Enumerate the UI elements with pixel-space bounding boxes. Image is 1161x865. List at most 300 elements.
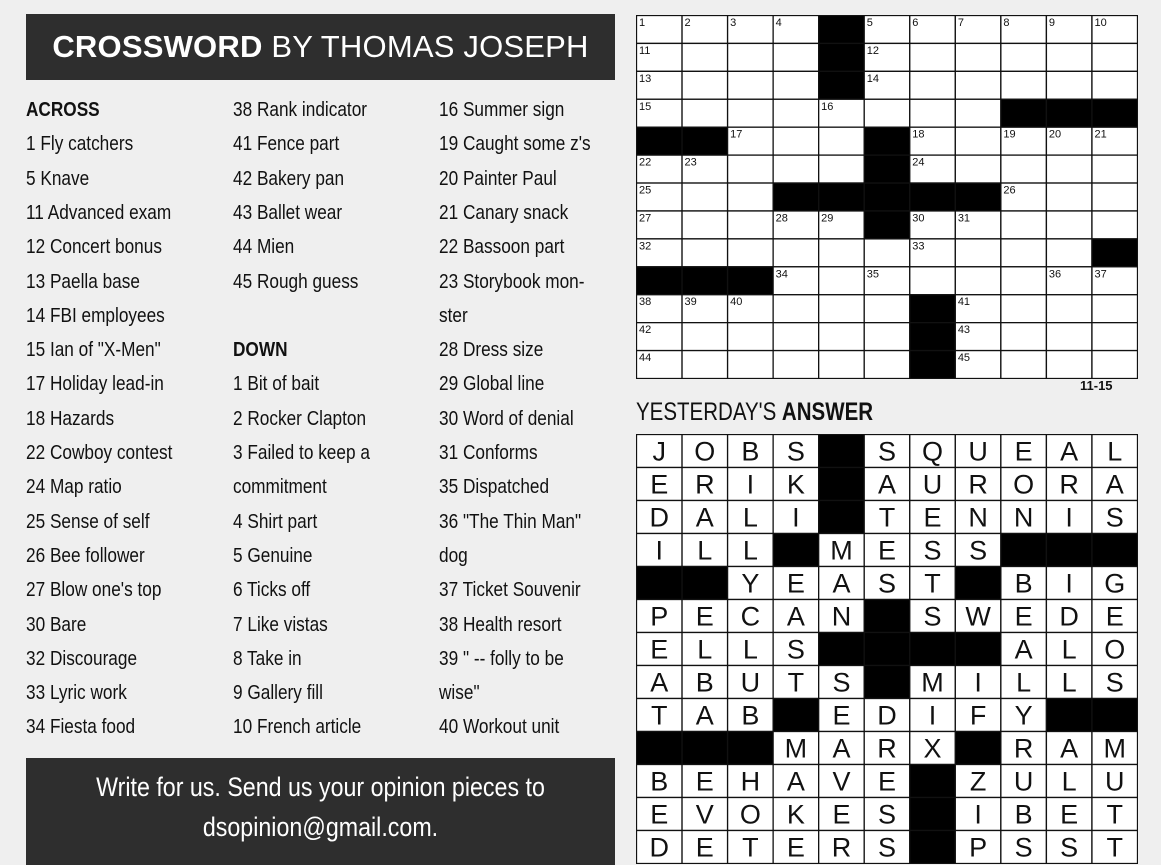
answer-letter: I [974, 799, 982, 830]
answer-letter: E [1105, 601, 1124, 632]
clue-line: wise" [439, 681, 480, 705]
answer-block [682, 732, 728, 765]
grid-block [682, 127, 728, 155]
answer-letter: A [877, 469, 897, 500]
answer-letter: I [746, 469, 755, 500]
answer-block [637, 732, 683, 765]
grid-cell[interactable] [773, 99, 819, 127]
answer-block [819, 435, 865, 468]
answer-letter: E [1014, 436, 1033, 467]
grid-cell[interactable] [955, 155, 1001, 183]
clue-line: 16 Summer sign [439, 98, 565, 121]
clue-line: 3 Failed to keep a [233, 441, 370, 464]
answer-letter: S [877, 568, 897, 599]
answer-letter: S [1060, 832, 1079, 863]
clue-number: 19 [1003, 128, 1016, 141]
grid-block [819, 183, 865, 211]
answer-letter: S [1105, 667, 1124, 698]
clue-line: 25 Sense of self [26, 509, 150, 533]
answer-letter: O [1104, 634, 1126, 665]
answer-block [910, 633, 956, 666]
grid-cell[interactable] [1046, 71, 1092, 99]
crossword-grid [636, 15, 1138, 379]
grid-cell[interactable] [1001, 267, 1047, 295]
grid-cell[interactable] [955, 43, 1001, 71]
answer-letter: S [877, 832, 897, 863]
footer-email: dsopinion@gmail.com. [202, 812, 439, 842]
grid-cell[interactable] [773, 71, 819, 99]
answer-letter: S [786, 436, 805, 467]
grid-cell[interactable] [773, 351, 819, 379]
answer-block [955, 732, 1001, 765]
grid-cell[interactable] [955, 71, 1001, 99]
grid-cell[interactable] [773, 295, 819, 323]
clue-line: 19 Caught some z's [439, 132, 591, 156]
answer-letter: A [1014, 634, 1033, 665]
clue-number: 30 [912, 212, 925, 225]
grid-cell[interactable] [682, 183, 728, 211]
clue-number: 37 [1094, 268, 1107, 281]
grid-cell[interactable] [910, 43, 956, 71]
answer-letter: G [1104, 568, 1126, 599]
answer-letter: O [694, 436, 716, 467]
answer-letter: E [650, 799, 669, 830]
clue-section-heading: DOWN [233, 338, 288, 362]
grid-block [1001, 99, 1047, 127]
answer-letter: S [786, 634, 805, 665]
answer-letter: K [786, 469, 805, 500]
answer-letter: B [741, 436, 760, 467]
clue-line: 2 Rocker Clapton [233, 406, 367, 430]
answer-letter: E [786, 568, 805, 599]
grid-cell[interactable] [1092, 323, 1138, 351]
answer-letter: R [1059, 469, 1079, 500]
clue-line: 14 FBI employees [26, 303, 165, 327]
clue-line: 1 Fly catchers [26, 132, 134, 156]
answer-letter: O [739, 799, 761, 830]
answer-letter: U [740, 667, 761, 698]
grid-cell[interactable] [955, 99, 1001, 127]
clue-number: 3 [730, 17, 737, 29]
grid-cell[interactable] [1046, 211, 1092, 239]
answer-letter: K [786, 799, 805, 830]
answer-letter: A [695, 502, 714, 533]
grid-cell[interactable] [1001, 239, 1047, 267]
clue-number: 1 [639, 17, 646, 29]
clue-line: 34 Fiesta food [26, 715, 136, 739]
clue-line: 39 " -- folly to be [439, 646, 564, 670]
clue-line: 27 Blow one's top [26, 578, 162, 602]
grid-cell[interactable] [910, 267, 956, 295]
grid-cell[interactable] [819, 239, 865, 267]
answer-letter: L [1107, 436, 1123, 467]
grid-cell[interactable] [1046, 295, 1092, 323]
grid-cell[interactable] [1092, 43, 1138, 71]
grid-cell[interactable] [819, 127, 865, 155]
grid-cell[interactable] [728, 183, 774, 211]
grid-block [773, 183, 819, 211]
grid-block [864, 155, 910, 183]
answer-letter: P [650, 601, 669, 632]
grid-cell[interactable] [955, 239, 1001, 267]
grid-cell[interactable] [864, 99, 910, 127]
grid-cell[interactable] [819, 323, 865, 351]
grid-cell[interactable] [1092, 351, 1138, 379]
grid-cell[interactable] [910, 71, 956, 99]
grid-cell[interactable] [864, 295, 910, 323]
grid-block [728, 267, 774, 295]
clue-line: commitment [233, 475, 327, 499]
clue-number: 39 [684, 296, 697, 309]
answer-letter: B [695, 667, 714, 698]
footer-banner [26, 758, 615, 865]
clue-number: 13 [639, 72, 652, 85]
answer-letter: W [965, 601, 991, 632]
clue-line: 20 Painter Paul [439, 166, 557, 190]
clue-line: 13 Paella base [26, 269, 140, 293]
answer-block [864, 600, 910, 633]
answer-letter: L [1016, 667, 1032, 698]
answer-block [955, 633, 1001, 666]
answer-letter: Y [741, 568, 760, 599]
answer-letter: R [831, 832, 852, 863]
grid-cell[interactable] [1001, 295, 1047, 323]
grid-cell[interactable] [1046, 239, 1092, 267]
grid-cell[interactable] [819, 155, 865, 183]
clue-number: 35 [866, 268, 879, 281]
grid-cell[interactable] [1001, 155, 1047, 183]
grid-cell[interactable] [819, 267, 865, 295]
answer-block [819, 468, 865, 501]
grid-cell[interactable] [682, 239, 728, 267]
heading-bold: ANSWER [781, 398, 874, 426]
answer-letter: E [695, 766, 714, 797]
clue-line: 28 Dress size [439, 338, 544, 362]
grid-cell[interactable] [1092, 295, 1138, 323]
clue-line: 17 Holiday lead-in [26, 372, 164, 396]
grid-cell[interactable] [728, 155, 774, 183]
grid-cell[interactable] [728, 239, 774, 267]
clue-line: 30 Bare [26, 612, 87, 636]
clue-line: 4 Shirt part [233, 509, 318, 533]
grid-cell[interactable] [864, 351, 910, 379]
answer-letter: S [969, 535, 988, 566]
clue-number: 45 [957, 352, 971, 365]
clue-line: 6 Ticks off [233, 578, 311, 602]
answer-letter: U [1104, 766, 1125, 797]
grid-cell[interactable] [955, 127, 1001, 155]
grid-cell[interactable] [864, 239, 910, 267]
answer-letter: B [741, 700, 760, 731]
answer-letter: D [649, 832, 670, 863]
grid-block [1046, 99, 1092, 127]
answer-letter: I [792, 502, 800, 533]
grid-cell[interactable] [728, 43, 774, 71]
answer-letter: E [695, 832, 714, 863]
clue-line: 31 Conforms [439, 441, 538, 464]
answer-block [773, 699, 819, 732]
answer-block [637, 567, 683, 600]
clue-number: 27 [639, 212, 652, 225]
grid-cell[interactable] [728, 99, 774, 127]
yesterday-answer-heading [636, 398, 873, 427]
answer-letter: R [968, 469, 988, 500]
clue-line: 26 Bee follower [26, 543, 145, 567]
clue-section-heading: ACROSS [26, 98, 100, 121]
clue-line: 12 Concert bonus [26, 235, 162, 259]
grid-cell[interactable] [1046, 155, 1092, 183]
grid-cell[interactable] [1092, 155, 1138, 183]
answer-block [819, 501, 865, 534]
clue-number: 5 [866, 17, 873, 29]
clue-number: 40 [730, 296, 743, 309]
answer-letter: E [695, 601, 714, 632]
clue-number: 9 [1048, 17, 1056, 29]
answer-block [1001, 534, 1047, 567]
clue-line: 11 Advanced exam [26, 200, 172, 224]
grid-block [910, 323, 956, 351]
grid-block [910, 183, 956, 211]
answer-letter: L [1061, 667, 1077, 698]
grid-cell[interactable] [1046, 323, 1092, 351]
answer-letter: Y [1014, 700, 1033, 731]
clue-number: 33 [912, 240, 925, 253]
answer-letter: T [651, 700, 668, 731]
answer-letter: U [922, 469, 943, 500]
crossword-title [26, 14, 615, 80]
answer-letter: S [877, 799, 897, 830]
answer-letter: I [1065, 502, 1073, 533]
answer-letter: B [1014, 799, 1033, 830]
grid-block [682, 267, 728, 295]
clue-number: 36 [1048, 268, 1062, 281]
answer-letter: R [1013, 733, 1034, 764]
answer-letter: A [832, 568, 851, 599]
clue-line: dog [439, 543, 468, 567]
answer-letter: C [740, 601, 761, 632]
answer-letter: A [650, 667, 669, 698]
grid-cell[interactable] [773, 323, 819, 351]
clue-line: 37 Ticket Souvenir [439, 578, 581, 602]
answer-letter: M [1103, 733, 1126, 764]
grid-block [864, 127, 910, 155]
answer-letter: S [1014, 832, 1033, 863]
grid-cell[interactable] [1046, 183, 1092, 211]
answer-letter: T [1106, 832, 1123, 863]
answer-block [1046, 534, 1092, 567]
grid-cell[interactable] [728, 323, 774, 351]
answer-letter: R [877, 733, 897, 764]
grid-cell[interactable] [682, 323, 728, 351]
grid-cell[interactable] [682, 43, 728, 71]
answer-letter: A [1105, 469, 1124, 500]
answer-block [864, 666, 910, 699]
answer-block [910, 765, 956, 798]
grid-cell[interactable] [728, 351, 774, 379]
clue-line: 15 Ian of "X-Men" [26, 338, 161, 362]
answer-letter: V [832, 766, 851, 797]
clue-number: 14 [866, 72, 879, 85]
answer-letter: S [923, 601, 942, 632]
answer-letter: H [740, 766, 761, 797]
answer-letter: O [1013, 469, 1035, 500]
clue-number: 28 [775, 212, 788, 225]
answer-letter: A [832, 733, 851, 764]
grid-cell[interactable] [1001, 43, 1047, 71]
answer-letter: E [650, 469, 669, 500]
clue-number: 29 [821, 212, 834, 225]
clue-number: 43 [957, 324, 971, 337]
grid-cell[interactable] [1092, 183, 1138, 211]
answer-letter: Q [922, 436, 944, 467]
clue-number: 17 [730, 128, 743, 141]
grid-block [864, 183, 910, 211]
answer-block [819, 633, 865, 666]
grid-cell[interactable] [1092, 211, 1138, 239]
answer-grid [636, 434, 1138, 864]
clue-line: 44 Mien [233, 235, 295, 259]
grid-cell[interactable] [773, 127, 819, 155]
answer-letter: T [787, 667, 805, 698]
answer-block [1092, 534, 1138, 567]
answer-letter: L [742, 634, 758, 665]
grid-block [637, 267, 683, 295]
clue-number: 24 [912, 156, 925, 169]
clue-line: 33 Lyric work [26, 681, 127, 705]
grid-cell[interactable] [819, 351, 865, 379]
answer-letter: S [832, 667, 851, 698]
answer-letter: D [649, 502, 670, 533]
answer-letter: N [831, 601, 852, 632]
clue-number: 42 [639, 324, 652, 337]
answer-letter: E [786, 832, 805, 863]
grid-cell[interactable] [773, 43, 819, 71]
grid-cell[interactable] [1046, 43, 1092, 71]
answer-letter: E [832, 799, 851, 830]
answer-letter: E [650, 634, 669, 665]
clue-number: 21 [1094, 128, 1107, 141]
clue-number: 34 [775, 268, 788, 281]
grid-cell[interactable] [1001, 323, 1047, 351]
clue-line: 18 Hazards [26, 406, 115, 430]
clue-number: 31 [957, 212, 971, 225]
answer-letter: J [652, 436, 667, 467]
grid-cell[interactable] [728, 71, 774, 99]
answer-letter: I [1065, 568, 1073, 599]
answer-letter: D [877, 700, 897, 731]
clue-line: 45 Rough guess [233, 269, 359, 293]
answer-block [1092, 699, 1138, 732]
grid-cell[interactable] [682, 351, 728, 379]
footer-line-1: Write for us. Send us your opinion pieces to [96, 772, 545, 802]
answer-letter: M [830, 535, 853, 566]
grid-cell[interactable] [1046, 351, 1092, 379]
title-bold: CROSSWORD [52, 29, 263, 64]
grid-cell[interactable] [864, 323, 910, 351]
answer-letter: L [742, 535, 758, 566]
grid-cell[interactable] [1001, 211, 1047, 239]
answer-block [728, 732, 774, 765]
grid-cell[interactable] [682, 211, 728, 239]
answer-letter: B [650, 766, 669, 797]
grid-block [819, 71, 865, 99]
answer-letter: T [742, 832, 759, 863]
grid-block [637, 127, 683, 155]
answer-letter: U [968, 436, 988, 467]
puzzle-date: 11-15 [1080, 378, 1113, 393]
answer-letter: Z [969, 766, 987, 797]
clue-number: 44 [639, 352, 652, 365]
grid-cell[interactable] [955, 267, 1001, 295]
answer-letter: E [877, 766, 897, 797]
grid-block [1092, 239, 1138, 267]
clue-number: 8 [1003, 17, 1010, 29]
grid-cell[interactable] [728, 211, 774, 239]
clue-line: 22 Cowboy contest [26, 441, 173, 464]
clue-line: 5 Genuine [233, 543, 313, 567]
grid-block [910, 351, 956, 379]
grid-block [1092, 99, 1138, 127]
grid-cell[interactable] [773, 155, 819, 183]
answer-letter: L [1061, 634, 1077, 665]
answer-letter: M [784, 733, 808, 764]
clue-line: 8 Take in [233, 646, 302, 670]
answer-letter: S [1105, 502, 1124, 533]
grid-block [955, 183, 1001, 211]
answer-letter: A [786, 766, 805, 797]
clue-line: ster [439, 303, 468, 327]
grid-cell[interactable] [1001, 71, 1047, 99]
answer-block [1046, 699, 1092, 732]
answer-block [864, 633, 910, 666]
grid-cell[interactable] [819, 295, 865, 323]
answer-letter: I [928, 700, 937, 731]
grid-cell[interactable] [1001, 351, 1047, 379]
clue-line: 42 Bakery pan [233, 166, 345, 190]
clue-number: 15 [639, 100, 652, 113]
answer-letter: U [1013, 766, 1034, 797]
grid-cell[interactable] [682, 71, 728, 99]
answer-letter: S [923, 535, 942, 566]
grid-block [910, 295, 956, 323]
grid-cell[interactable] [773, 239, 819, 267]
answer-letter: S [877, 436, 897, 467]
clue-line: 40 Workout unit [439, 715, 560, 739]
clue-number: 4 [775, 17, 782, 29]
clue-line: 10 French article [233, 715, 362, 739]
answer-letter: T [924, 568, 941, 599]
clue-line: 9 Gallery fill [233, 681, 323, 705]
answer-letter: E [1014, 601, 1033, 632]
clue-number: 2 [684, 17, 691, 29]
answer-letter: P [969, 832, 988, 863]
grid-cell[interactable] [682, 99, 728, 127]
clue-number: 18 [912, 128, 925, 141]
grid-cell[interactable] [1092, 71, 1138, 99]
clue-number: 10 [1094, 17, 1107, 29]
clue-line: 38 Rank indicator [233, 98, 368, 121]
answer-letter: L [697, 634, 713, 665]
clue-number: 23 [684, 156, 697, 169]
title-rest: BY THOMAS JOSEPH [262, 29, 589, 64]
clue-line: 29 Global line [439, 372, 545, 396]
answer-block [773, 534, 819, 567]
answer-letter: I [655, 535, 664, 566]
answer-letter: A [1060, 733, 1079, 764]
grid-cell[interactable] [910, 99, 956, 127]
grid-block [819, 43, 865, 71]
clue-line: 7 Like vistas [233, 612, 328, 636]
